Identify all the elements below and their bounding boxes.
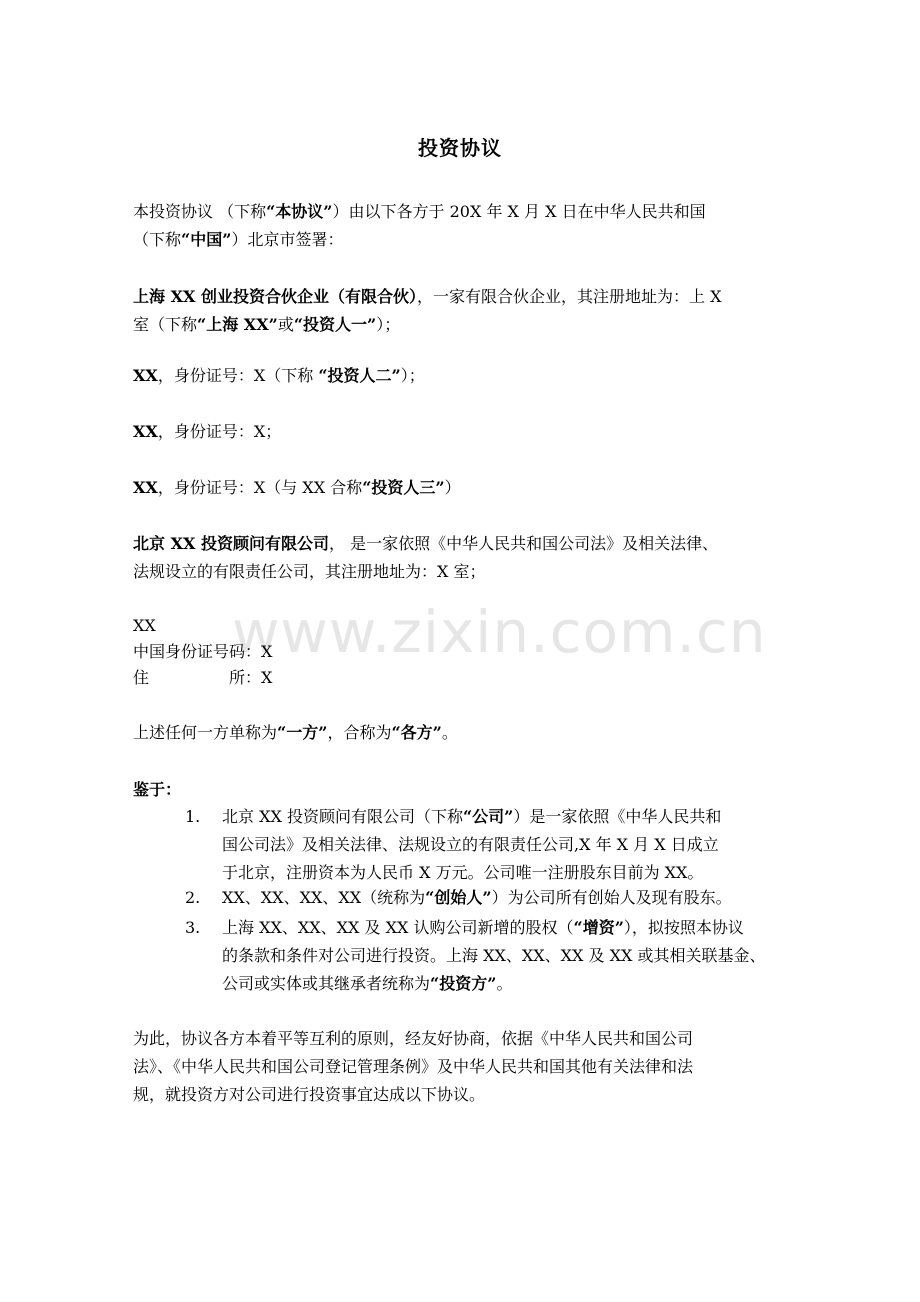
closing-line-2: 法》、《中华人民共和国公司登记管理条例》及中华人民共和国其他有关法律和法 <box>133 1057 694 1076</box>
whereas-heading-text: 鉴于： <box>133 780 182 799</box>
recital-1-line-1: 北京 XX 投资顾问有限公司（下称“公司”）是一家依照《中华人民共和 <box>222 807 722 826</box>
recital-1-line-2: 国公司法》及相关法律、法规设立的有限责任公司,X 年 X 月 X 日成立 <box>222 835 719 854</box>
recital-1-number: 1. <box>185 807 201 826</box>
closing-line-3: 规，就投资方对公司进行投资事宜达成以下协议。 <box>133 1085 486 1104</box>
recital-3-number: 3. <box>185 918 201 937</box>
recital-1-body <box>222 803 797 887</box>
recital-2 <box>133 884 793 912</box>
party-company <box>133 530 793 586</box>
party1-line-1: 上海 XX 创业投资合伙企业（有限合伙），一家有限合伙企业，其注册地址为：上 X <box>133 287 722 306</box>
person-address-value: ：X <box>245 668 273 687</box>
definition-paragraph <box>133 719 793 747</box>
definition-line: 上述任何一方单称为“一方”，合称为“各方”。 <box>133 723 458 742</box>
party3-line: XX，身份证号：X； <box>133 422 282 441</box>
company-line-1: 北京 XX 投资顾问有限公司， 是一家依照《中华人民共和国公司法》及相关法律、 <box>133 534 719 553</box>
party1-line-2: 室（下称“上海 XX”或“投资人一”）； <box>133 315 401 334</box>
recital-3-line-3: 公司或实体或其继承者统称为“投资方”。 <box>222 974 513 993</box>
closing-paragraph <box>133 1025 793 1109</box>
recital-1 <box>133 803 793 887</box>
document-title: 投资协议 <box>418 136 502 160</box>
party-investor-2 <box>133 362 793 390</box>
recital-3 <box>133 914 793 998</box>
person-name: XX <box>133 616 156 635</box>
intro-line-1: 本投资协议 （下称“本协议”）由以下各方于 20X 年 X 月 X 日在中华人民共和国 <box>133 202 706 221</box>
company-line-2: 法规设立的有限责任公司，其注册地址为：X 室； <box>133 562 486 581</box>
person-address-label-2: 所 <box>228 668 245 687</box>
party-investor-1 <box>133 283 793 339</box>
recital-3-line-2: 的条款和条件对公司进行投资。上海 XX、XX、XX 及 XX 或其相关联基金、 <box>222 946 766 965</box>
intro-paragraph <box>133 198 793 254</box>
person-address <box>133 665 793 691</box>
party-investor-3b <box>133 474 793 502</box>
recital-2-line: XX、XX、XX、XX（统称为“创始人”）为公司所有创始人及现有股东。 <box>222 888 732 907</box>
whereas-heading <box>133 776 793 804</box>
recital-2-number: 2. <box>185 888 201 907</box>
party-investor-3a <box>133 418 793 446</box>
recital-1-line-3: 于北京，注册资本为人民币 X 万元。公司唯一注册股东目前为 XX。 <box>222 863 704 882</box>
intro-line-2: （下称“中国”）北京市签署： <box>133 230 344 249</box>
party4-line: XX，身份证号：X（与 XX 合称“投资人三”） <box>133 478 461 497</box>
recital-3-line-1: 上海 XX、XX、XX 及 XX 认购公司新增的股权（“增资”），拟按照本协议 <box>222 918 744 937</box>
watermark: www.zixin.com.cn <box>232 598 767 666</box>
person-address-label-1: 住 <box>133 668 150 687</box>
person-id: 中国身份证号码：X <box>133 642 273 661</box>
party2-line: XX，身份证号：X（下称 “投资人二”）； <box>133 366 425 385</box>
closing-line-1: 为此，协议各方本着平等互利的原则，经友好协商，依据《中华人民共和国公司 <box>133 1029 694 1048</box>
recital-2-body <box>222 884 797 912</box>
recital-3-body <box>222 914 797 998</box>
party-person <box>133 613 793 691</box>
